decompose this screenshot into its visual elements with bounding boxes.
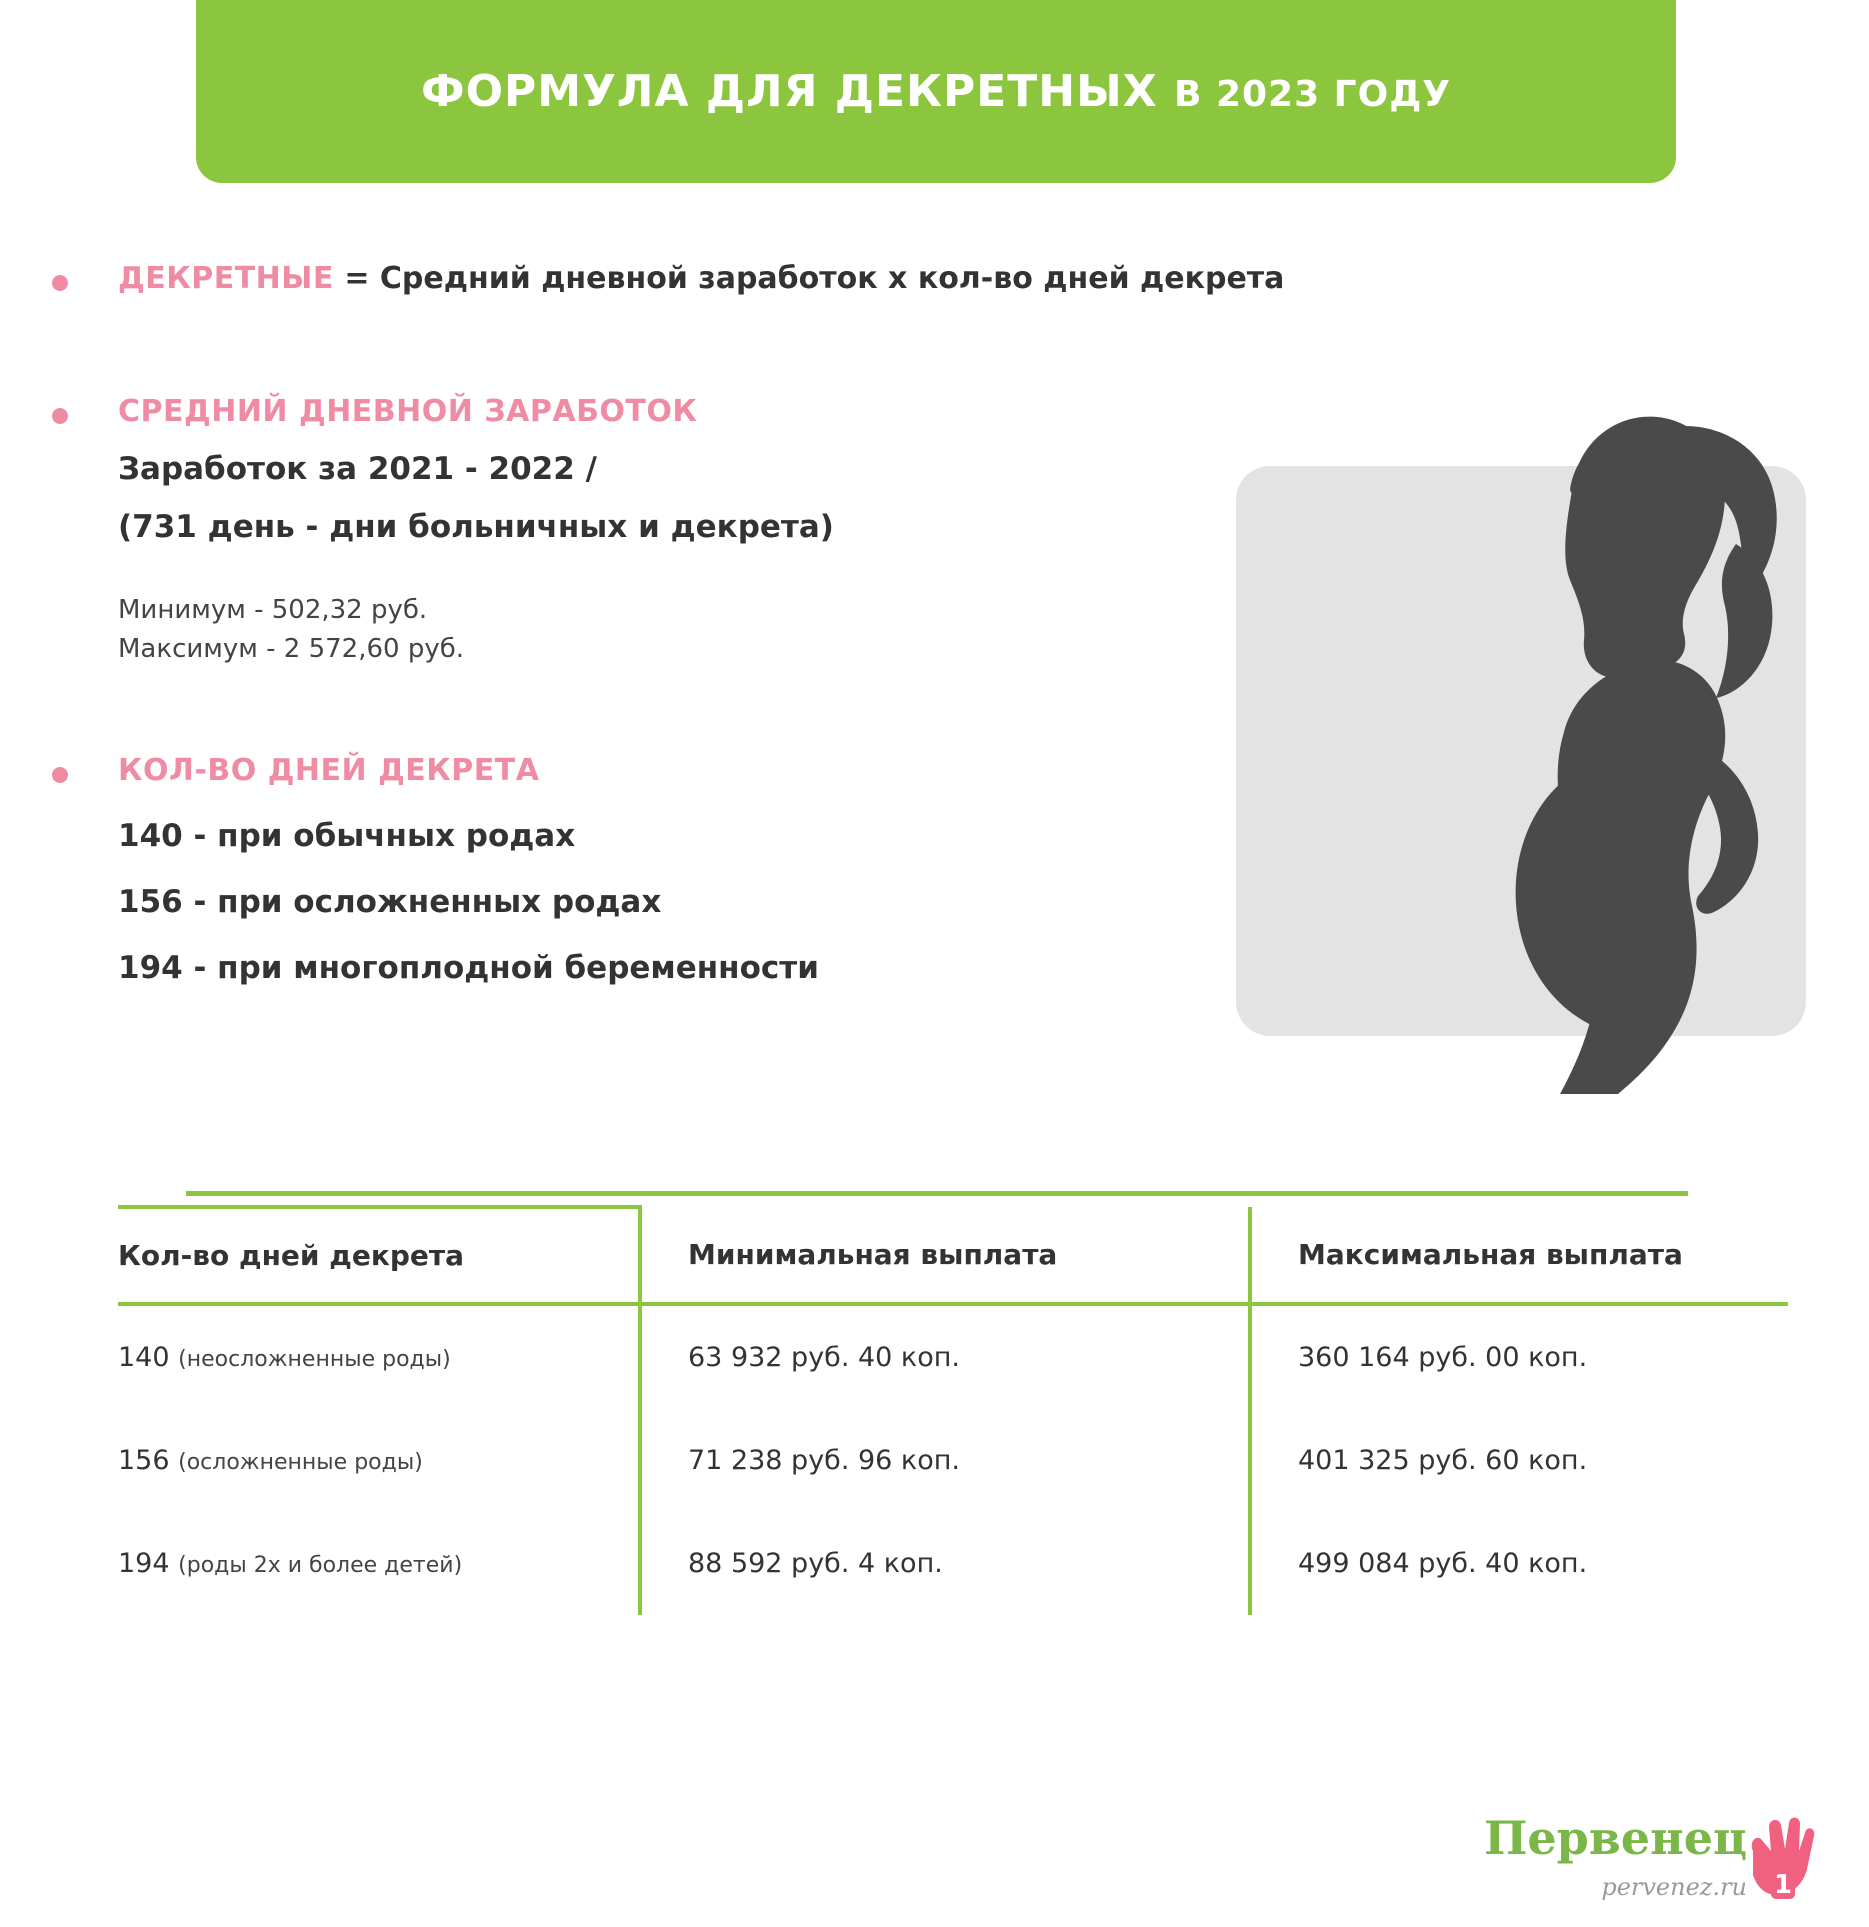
days-note: (неосложненные роды) (178, 1347, 451, 1372)
days-value: 194 (118, 1548, 170, 1579)
table-cell-days (118, 1409, 640, 1512)
table-cell-max: 401 325 руб. 60 коп. (1250, 1409, 1788, 1512)
header-banner (196, 0, 1676, 183)
table-cell-days (118, 1512, 640, 1615)
bullet-block-decretnye (0, 261, 1869, 296)
days-count-item-194: 194 - при многоплодной беременности (118, 950, 819, 986)
bullet-dot-icon (52, 767, 68, 783)
days-value: 156 (118, 1445, 170, 1476)
average-earnings-maximum: Максимум - 2 572,60 руб. (118, 634, 465, 664)
days-note: (роды 2х и более детей) (178, 1553, 463, 1578)
average-earnings-label: СРЕДНИЙ ДНЕВНОЙ ЗАРАБОТОК (118, 394, 698, 429)
days-count-label: КОЛ-ВО ДНЕЙ ДЕКРЕТА (118, 753, 540, 788)
days-count-item-156: 156 - при осложненных родах (118, 884, 662, 920)
table-header-min: Минимальная выплата (640, 1207, 1250, 1304)
logo-name: Первенец (1483, 1811, 1747, 1865)
payout-table-wrapper (118, 1205, 1688, 1615)
days-note: (осложненные роды) (178, 1450, 423, 1475)
bullet-block-days-count (0, 753, 1869, 986)
logo-site: pervenez.ru (1601, 1873, 1747, 1901)
days-count-item-140: 140 - при обычных родах (118, 818, 576, 854)
payout-table (118, 1205, 1788, 1615)
table-header-days: Кол-во дней декрета (118, 1207, 640, 1304)
table-cell-max: 360 164 руб. 00 коп. (1250, 1304, 1788, 1409)
days-value: 140 (118, 1342, 170, 1373)
table-row (118, 1512, 1788, 1615)
table-header-row (118, 1207, 1788, 1304)
average-earnings-line1: Заработок за 2021 - 2022 / (118, 451, 597, 487)
table-top-rule (186, 1191, 1688, 1196)
decretnye-formula: = Средний дневной заработок х кол-во дней декрета (344, 261, 1285, 296)
page-title (421, 66, 1451, 117)
bullet-block-average-earnings (0, 394, 1869, 669)
formula-content (0, 183, 1869, 986)
decretnye-label: ДЕКРЕТНЫЕ (118, 261, 334, 296)
bullet-dot-icon (52, 408, 68, 424)
average-earnings-minimum: Минимум - 502,32 руб. (118, 595, 428, 625)
bullet-dot-icon (52, 275, 68, 291)
hand-icon (1745, 1807, 1817, 1903)
page-title-main: ФОРМУЛА ДЛЯ ДЕКРЕТНЫХ (420, 66, 1158, 117)
table-row (118, 1409, 1788, 1512)
table-cell-max: 499 084 руб. 40 коп. (1250, 1512, 1788, 1615)
table-cell-min: 63 932 руб. 40 коп. (640, 1304, 1250, 1409)
table-row (118, 1304, 1788, 1409)
table-cell-min: 71 238 руб. 96 коп. (640, 1409, 1250, 1512)
table-cell-min: 88 592 руб. 4 коп. (640, 1512, 1250, 1615)
average-earnings-line2: (731 день - дни больничных и декрета) (118, 509, 834, 545)
svg-text:1: 1 (1773, 1870, 1793, 1900)
table-cell-days (118, 1304, 640, 1409)
page-title-year: В 2023 ГОДУ (1173, 74, 1452, 115)
table-header-max: Максимальная выплата (1250, 1207, 1788, 1304)
